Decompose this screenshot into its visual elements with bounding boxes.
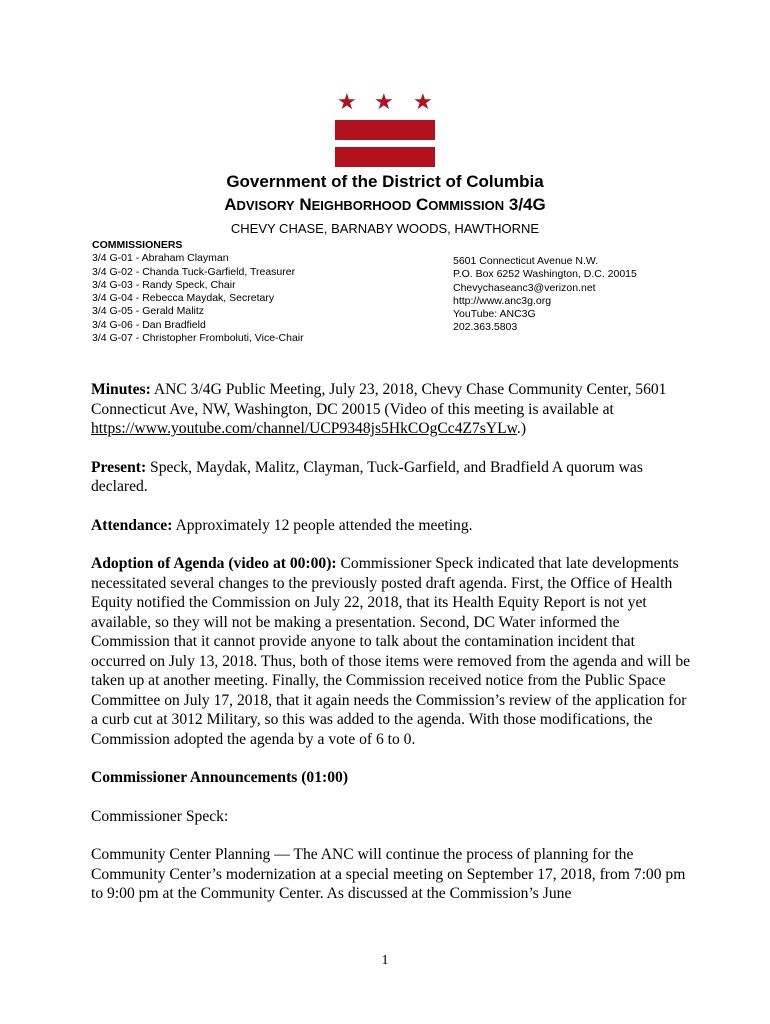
contact-phone: 202.363.5803: [453, 321, 518, 334]
commissioner-item: 3/4 G-02 - Chanda Tuck-Garfield, Treasurer: [92, 265, 296, 278]
area-subtitle: CHEVY CHASE, BARNABY WOODS, HAWTHORNE: [230, 221, 540, 236]
contact-po-box: P.O. Box 6252 Washington, D.C. 20015: [453, 268, 637, 281]
contact-website: http://www.anc3g.org: [453, 294, 552, 307]
contact-address: 5601 Connecticut Avenue N.W.: [453, 255, 599, 267]
present-paragraph: Present: Speck, Maydak, Malitz, Clayman, Tuck-Garfield, and Bradfield A quorum was declared.: [91, 458, 643, 495]
flag-bar: [335, 120, 435, 140]
commissioner-item: 3/4 G-03 - Randy Speck, Chair: [92, 278, 236, 291]
commission-title: ADVISORY NEIGHBORHOOD COMMISSION 3/4G: [224, 195, 546, 214]
contact-block: [453, 255, 637, 335]
commissioner-item: 3/4 G-07 - Christopher Fromboluti, Vice-Chair: [92, 332, 304, 345]
flag-bar: [335, 147, 435, 167]
agenda-paragraph: Adoption of Agenda (video at 00:00): Commissioner Speck indicated that late developments necessitated several changes to the previously posted draft agenda. First, the Office of Health Equity notified the Commission on July 22, 2018, that its Health Equity Report is not yet available, so they will not be making a presentation. Second, DC Water informed the Commission that it cannot provide anyone to talk about the contamination incident that occurred on July 13, 2018. Thus, both of those items were removed from the agenda and will be taken up at another meeting. Finally, the Commission received notice from the Public Space Committee on July 17, 2018, that it again needs the Commission’s review of the application for a curb cut at 3012 Military, so this was added to the agenda. With those modifications, the Commission adopted the agenda by a vote of 6 to 0.: [91, 555, 691, 748]
attendance-paragraph: Attendance: Approximately 12 people attended the meeting.: [91, 516, 473, 534]
government-title: Government of the District of Columbia: [226, 172, 544, 191]
star-icon: ★: [337, 90, 357, 115]
commissioners-heading: COMMISSIONERS: [92, 239, 183, 251]
commissioner-item: 3/4 G-05 - Gerald Malitz: [92, 305, 205, 318]
community-center-paragraph: Community Center Planning — The ANC will continue the process of planning for the Community Center’s modernization at a special meeting on September 17, 2018, from 7:00 pm to 9:00 pm at the Community Center. As discussed at the Commission’s June: [91, 846, 686, 902]
minutes-label: Minutes:: [91, 381, 151, 398]
dc-flag-logo: [335, 92, 435, 167]
contact-youtube: YouTube: ANC3G: [453, 308, 536, 321]
present-label: Present:: [91, 458, 147, 476]
minutes-paragraph: Minutes: ANC 3/4G Public Meeting, July 23, 2018, Chevy Chase Community Center, 5601 Connecticut Ave, NW, Washington, DC 20015 (Video of this meeting is available at https://www.youtube.com/channel/UCP9348js5HkCOgCc4Z7sYLw.): [91, 381, 667, 437]
youtube-link[interactable]: https://www.youtube.com/channel/UCP9348js5HkCOgCc4Z7sYLw: [91, 420, 517, 437]
page-number: 1: [381, 953, 389, 968]
minutes-body: [91, 380, 691, 923]
announcements-heading: Commissioner Announcements (01:00): [91, 769, 349, 786]
commissioner-item: 3/4 G-06 - Dan Bradfield: [92, 318, 206, 331]
commissioners-list: [92, 239, 304, 345]
attendance-label: Attendance:: [91, 516, 173, 534]
commissioner-item: 3/4 G-01 - Abraham Clayman: [92, 252, 229, 265]
star-icon: ★: [413, 90, 433, 115]
agenda-label: Adoption of Agenda (video at 00:00):: [91, 555, 337, 572]
star-icon: ★: [374, 90, 394, 115]
contact-email: Chevychaseanc3@verizon.net: [453, 281, 596, 294]
commissioner-item: 3/4 G-04 - Rebecca Maydak, Secretary: [92, 292, 275, 305]
speaker-line: Commissioner Speck:: [91, 807, 229, 825]
